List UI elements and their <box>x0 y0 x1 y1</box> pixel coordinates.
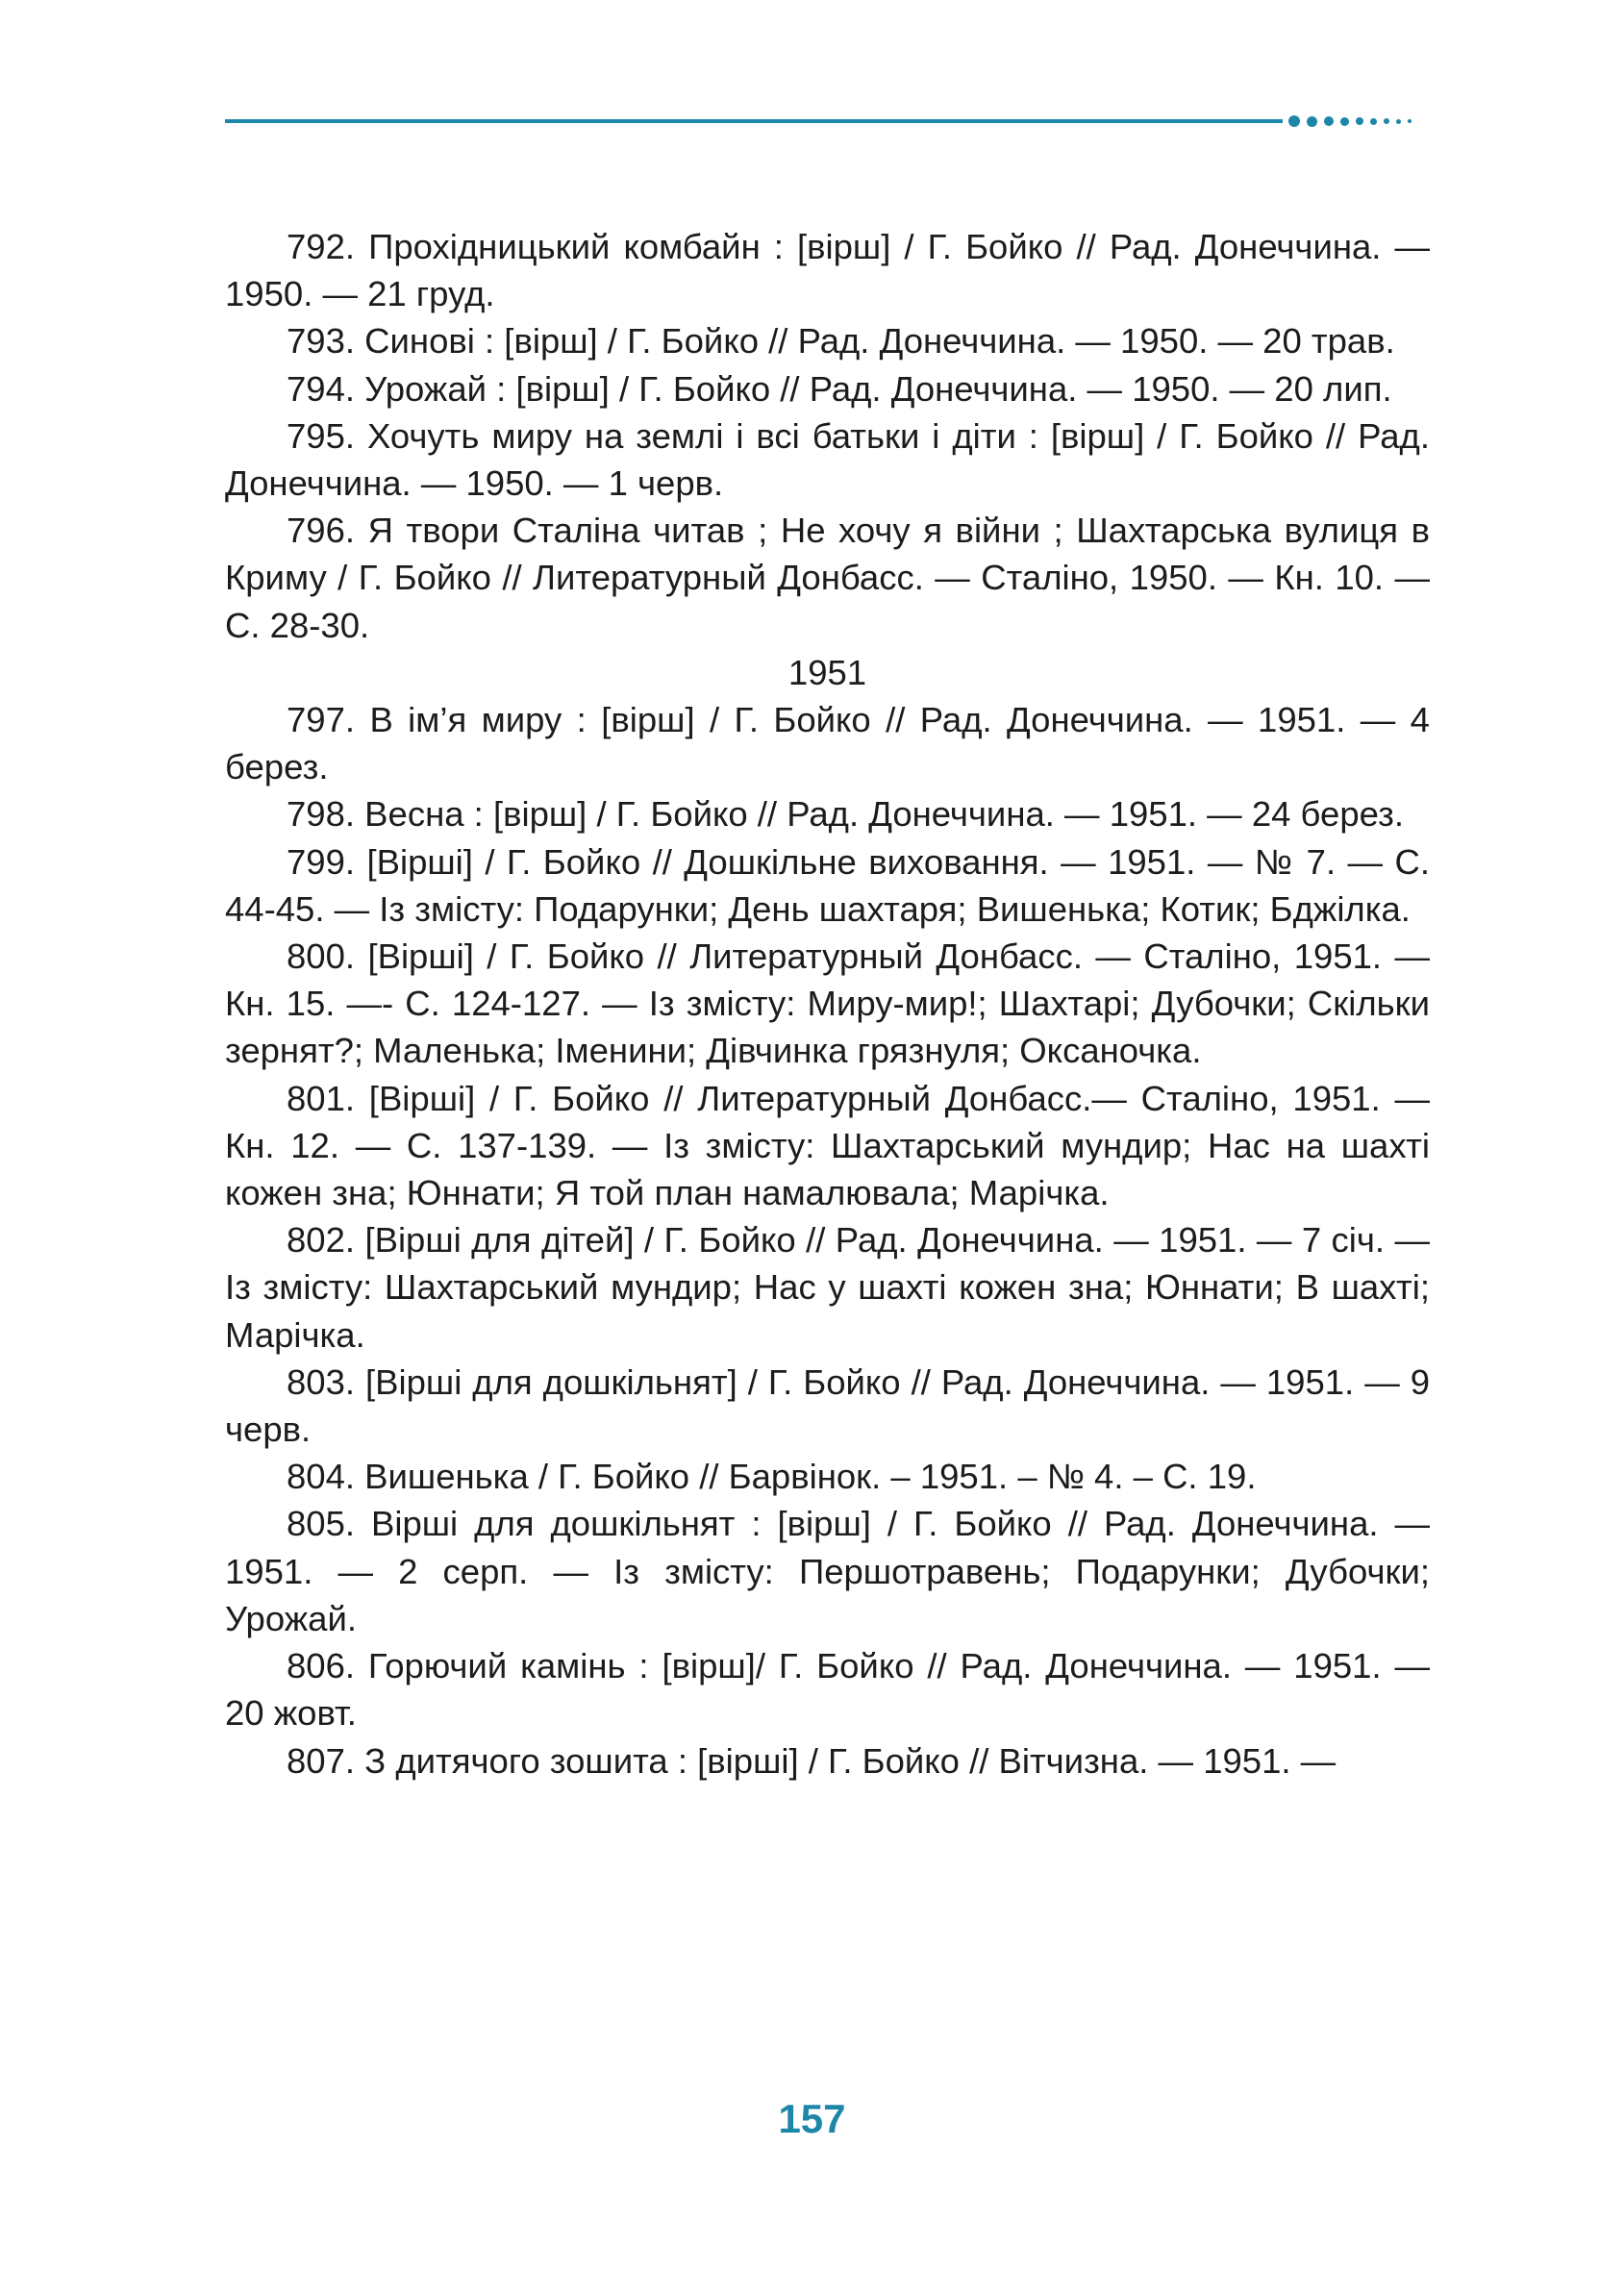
bibliography-entry: 804. Вишенька / Г. Бойко // Барвінок. – 1951. – № 4. – С. 19. <box>287 1457 1257 1497</box>
header-dot <box>1288 115 1300 127</box>
bibliography-entry: 800. [Вірші] / Г. Бойко // Литературный Донбасс. — Сталіно, 1951. — Кн. 15. —- С. 124-127. — Із змісту: Миру-мир!; Шахтарі; Дубочки; Скільки зернят?; Маленька; Іменини; Дівчинка грязнуля; Оксаночка. <box>225 936 1430 1071</box>
header-dot <box>1307 116 1317 127</box>
bibliography-entry: 805. Вірші для дошкільнят : [вірш] / Г. Бойко // Рад. Донеччина. — 1951. — 2 серп. — Із змісту: Першотравень; Подарунки; Дубочки; Урожай. <box>225 1504 1430 1638</box>
header-dot <box>1384 118 1389 124</box>
bibliography-list <box>225 223 1430 1785</box>
bibliography-entry: 794. Урожай : [вірш] / Г. Бойко // Рад. Донеччина. — 1950. — 20 лип. <box>287 368 1392 409</box>
header-dot <box>1340 117 1349 126</box>
bibliography-entry: 806. Горючий камінь : [вірш]/ Г. Бойко // Рад. Донеччина. — 1951. — 20 жовт. <box>225 1646 1430 1734</box>
bibliography-entry: 807. З дитячого зошита : [вірші] / Г. Бойко // Вітчизна. — 1951. — <box>287 1740 1337 1781</box>
bibliography-entry: 802. [Вірші для дітей] / Г. Бойко // Рад. Донеччина. — 1951. — 7 січ. — Із змісту: Шахтарський мундир; Нас у шахті кожен зна; Юннати; В шахті; Марічка. <box>225 1220 1430 1355</box>
header-dot <box>1324 116 1334 126</box>
bibliography-entry: 801. [Вірші] / Г. Бойко // Литературный Донбасс.— Сталіно, 1951. — Кн. 12. — С. 137-139. — Із змісту: Шахтарський мундир; Нас на шахті кожен зна; Юннати; Я той план намалювала; Марічка. <box>225 1078 1430 1213</box>
year-heading: 1951 <box>787 652 867 692</box>
header-dot <box>1356 117 1363 125</box>
bibliography-entry: 792. Прохідницький комбайн : [вірш] / Г. Бойко // Рад. Донеччина. — 1950. — 21 груд. <box>225 227 1430 314</box>
bibliography-entry: 796. Я твори Сталіна читав ; Не хочу я війни ; Шахтарська вулиця в Криму / Г. Бойко // Литературный Донбасс. — Сталіно, 1950. — Кн. 10. — С. 28-30. <box>225 511 1430 645</box>
bibliography-entry: 797. В ім’я миру : [вірш] / Г. Бойко // Рад. Донеччина. — 1951. — 4 берез. <box>225 700 1430 787</box>
page-number: 157 <box>778 2096 846 2141</box>
header-dots <box>1288 112 1418 130</box>
bibliography-entry: 798. Весна : [вірш] / Г. Бойко // Рад. Донеччина. — 1951. — 24 берез. <box>287 794 1405 835</box>
bibliography-entry: 799. [Вірші] / Г. Бойко // Дошкільне виховання. — 1951. — № 7. — С. 44-45. — Із змісту: Подарунки; День шахтаря; Вишенька; Котик; Бджілка. <box>225 841 1430 929</box>
header-dot <box>1408 119 1412 123</box>
header-rule <box>225 119 1283 123</box>
header-dot <box>1396 119 1401 124</box>
bibliography-entry: 795. Хочуть миру на землі і всі батьки і діти : [вірш] / Г. Бойко // Рад. Донеччина. — 1950. — 1 черв. <box>225 415 1430 504</box>
header-dot <box>1370 118 1377 125</box>
bibliography-entry: 793. Синові : [вірш] / Г. Бойко // Рад. Донеччина. — 1950. — 20 трав. <box>287 321 1395 362</box>
bibliography-entry: 803. [Вірші для дошкільнят] / Г. Бойко // Рад. Донеччина. — 1951. — 9 черв. <box>225 1361 1430 1450</box>
